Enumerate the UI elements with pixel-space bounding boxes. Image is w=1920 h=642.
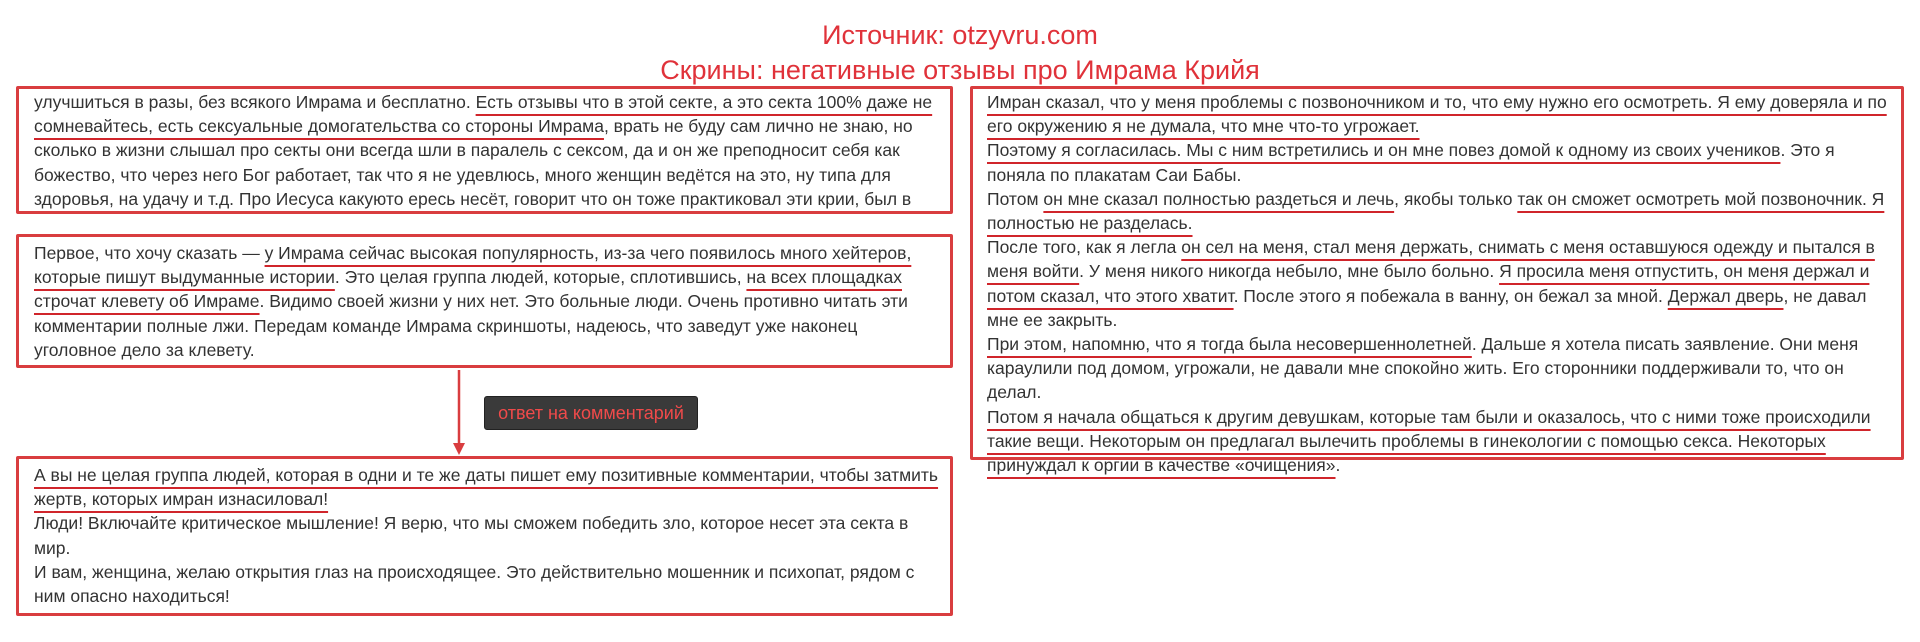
comment-box-3: [16, 456, 953, 616]
subtitle: Скрины: негативные отзывы про Имрама Крийя: [660, 55, 1260, 85]
comment-text: После того, как я легла он сел на меня, стал меня держать, снимать с меня оставшуюся одежду и пытался в меня войти. У меня никого никогда небыло, мне было больно. Я просила меня отпустить, он меня держал и потом сказал, что этого хватит. После этого я побежала в ванну, он бежал за мной. Держал дверь, не давал мне ее закрыть.: [987, 237, 1875, 330]
comment-text: Поэтому я согласилась. Мы с ним встретились и он мне повез домой к одному из своих учеников. Это я поняла по плакатам Саи Бабы.: [987, 140, 1835, 185]
comment-text: Имран сказал, что у меня проблемы с позвоночником и то, что ему нужно его осмотреть. Я ему доверяла и по его окружению я не думала, что мне что-то угрожает.: [987, 92, 1887, 137]
comment-text: Потом он мне сказал полностью раздеться и лечь, якобы только так он сможет осмотреть мой позвоночник. Я полностью не разделась.: [987, 188, 1885, 234]
source-title: Источник: otzyvru.com: [822, 20, 1098, 50]
comment-box-2: [16, 234, 953, 368]
comment-box-1: [16, 86, 953, 214]
comment-text: улучшиться в разы, без всякого Имрама и бесплатно. Есть отзывы что в этой секте, а это секта 100% даже не сомневайтесь, есть сексуальные домогательства со стороны Имрама, врать не буду сам лично не знаю, но сколько в жизни слышал про секты они всегда шли в паралель с сексом, да и он же преподносит себя как божество, что через него Бог работает, так что я не удевлюсь, много женщин ведётся на это, ну типа для здоровья, на удачу и т.д. Про Иесуса какуюто ересь несёт, говорит что он тоже практиковал эти крии, был в: [34, 92, 933, 209]
comment-text: Потом я начала общаться к другим девушкам, которые там были и оказалось, что с ними тоже происходили такие вещи. Некоторым он предлагал вылечить проблемы в гинекологии с помощью секса. Некоторых принуждал к оргии в качестве «очищения».: [987, 406, 1871, 476]
reply-button[interactable]: ответ на комментарий: [484, 396, 698, 430]
comment-text: И вам, женщина, желаю открытия глаз на происходящее. Это действительно мошенник и психопат, рядом с ним опасно находиться!: [34, 561, 915, 607]
comment-text: А вы не целая группа людей, которая в одни и те же даты пишет ему позитивные комментарии, чтобы затмить жертв, которых имран изнасиловал!: [34, 465, 939, 510]
comment-text: Люди! Включайте критическое мышление! Я верю, что мы сможем победить зло, которое несет эта секта в мир.: [34, 513, 909, 558]
comment-text: При этом, напомню, что я тогда была несовершеннолетней. Дальше я хотела писать заявление. Они меня караулили под домом, угрожали, не давали мне спокойно жить. Его сторонники поддерживали то, что он делал.: [987, 334, 1859, 403]
comment-box-4: [970, 86, 1904, 476]
comment-text: Первое, что хочу сказать — у Имрама сейчас высокая популярность, из-за чего появилось много хейтеров, которые пишут выдуманные истории. Это целая группа людей, которые, сплотившись, на всех площадках строчат клевету об Имраме. Видимо своей жизни у них нет. Это больные люди. Очень противно читать эти комментарии полные лжи. Передам команде Имрама скриншоты, надеюсь, что заведут уже наконец уголовное дело за клевету.: [34, 243, 912, 360]
connector-arrow: [452, 370, 466, 455]
